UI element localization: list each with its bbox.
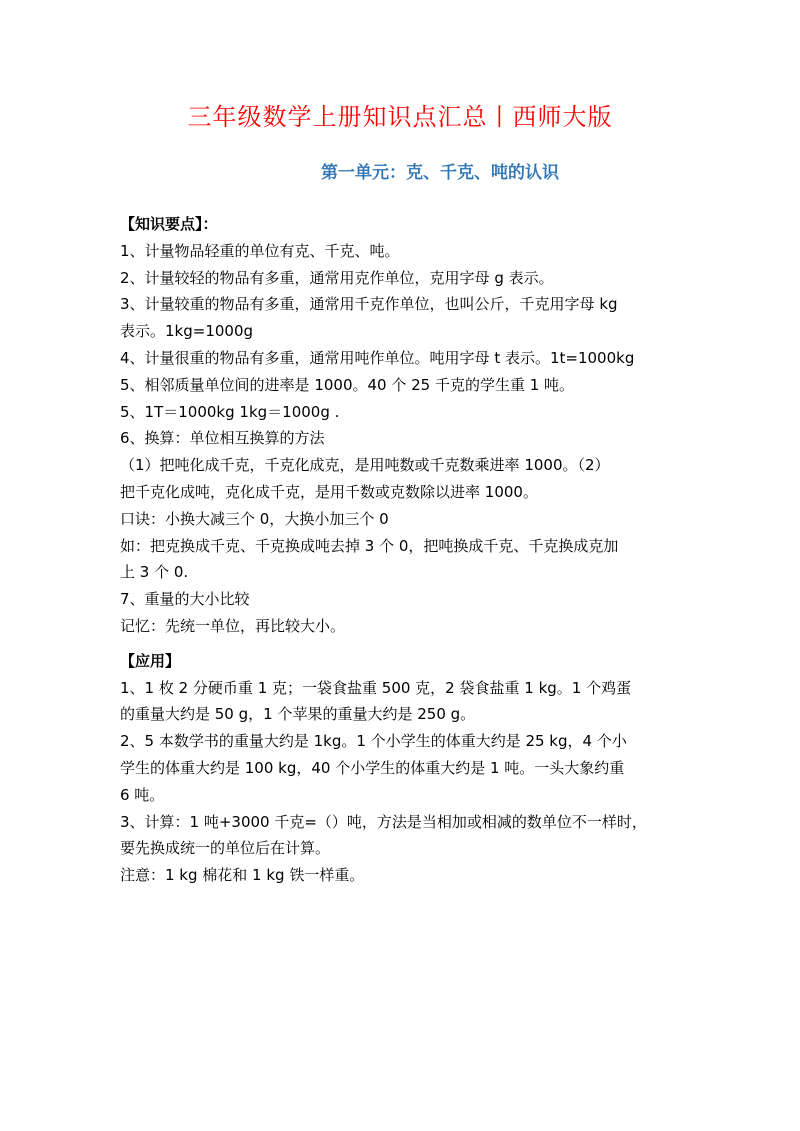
knowledge-line: 6、换算：单位相互换算的方法 [120, 429, 325, 448]
section-gap [120, 640, 686, 648]
knowledge-line: 7、重量的大小比较 [120, 590, 250, 609]
knowledge-line: 1、计量物品轻重的单位有克、千克、吨。 [120, 241, 400, 260]
knowledge-line: 口诀：小换大减三个 0，大换小加三个 0 [120, 509, 389, 528]
application-line: 3、计算：1 吨+3000 千克=（）吨，方法是当相加或相减的数单位不一样时， [120, 812, 647, 831]
application-line: 要先换成统一的单位后在计算。 [120, 839, 331, 858]
document-body [120, 211, 686, 889]
knowledge-heading: 【知识要点】： [120, 215, 218, 233]
knowledge-line: （1）把吨化成千克，千克化成克，是用吨数或千克数乘进率 1000。（2） [120, 456, 610, 475]
knowledge-line: 3、计量较重的物品有多重，通常用千克作单位，也叫公斤，千克用字母 kg [120, 295, 618, 314]
knowledge-line: 记忆：先统一单位，再比较大小。 [120, 616, 346, 635]
knowledge-line: 把千克化成吨，克化成千克，是用千数或克数除以进率 1000。 [120, 482, 538, 501]
application-line: 的重量大约是 50 g，1 个苹果的重量大约是 250 g。 [120, 705, 476, 724]
knowledge-line: 5、相邻质量单位间的进率是 1000。40 个 25 千克的学生重 1 吨。 [120, 375, 575, 394]
knowledge-line: 4、计量很重的物品有多重，通常用吨作单位。吨用字母 t 表示。1t=1000kg [120, 348, 635, 367]
knowledge-line: 2、计量较轻的物品有多重，通常用克作单位，克用字母 g 表示。 [120, 268, 554, 287]
application-line: 6 吨。 [120, 785, 165, 804]
document-title: 三年级数学上册知识点汇总丨西师大版 [187, 103, 613, 131]
knowledge-line: 表示。1kg=1000g [120, 322, 254, 341]
application-line: 2、5 本数学书的重量大约是 1kg。1 个小学生的体重大约是 25 kg，4 个小 [120, 732, 627, 751]
application-line: 注意：1 kg 棉花和 1 kg 铁一样重。 [120, 866, 365, 885]
application-line: 学生的体重大约是 100 kg，40 个小学生的体重大约是 1 吨。一头大象约重 [120, 758, 625, 777]
unit-subtitle: 第一单元：克、千克、吨的认识 [321, 163, 559, 183]
application-line: 1、1 枚 2 分硬币重 1 克；一袋食盐重 500 克，2 袋食盐重 1 kg。1 个鸡蛋 [120, 678, 632, 697]
knowledge-line: 上 3 个 0. [120, 563, 189, 582]
application-heading: 【应用】 [120, 651, 181, 670]
knowledge-line: 5、1T＝1000kg 1kg＝1000g . [120, 402, 340, 421]
knowledge-line: 如：把克换成千克、千克换成吨去掉 3 个 0，把吨换成千克、千克换成克加 [120, 536, 619, 555]
